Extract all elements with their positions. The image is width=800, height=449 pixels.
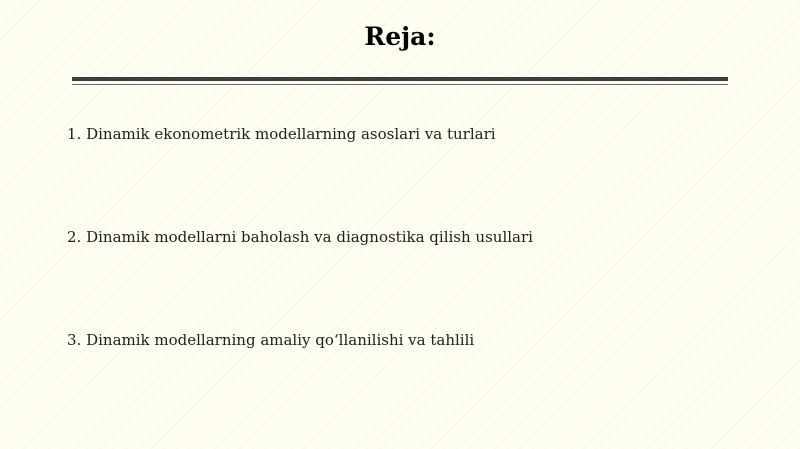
title-divider-thick [72,77,728,81]
agenda-item-2: 2. Dinamik modellarni baholash va diagnostika qilish usullari [67,228,533,246]
agenda-item-1: 1. Dinamik ekonometrik modellarning asoslari va turlari [67,125,496,143]
slide-title: Reja: [364,22,436,51]
agenda-item-3: 3. Dinamik modellarning amaliy qo‘llanilishi va tahlili [67,331,475,349]
title-divider-thin [72,84,728,85]
